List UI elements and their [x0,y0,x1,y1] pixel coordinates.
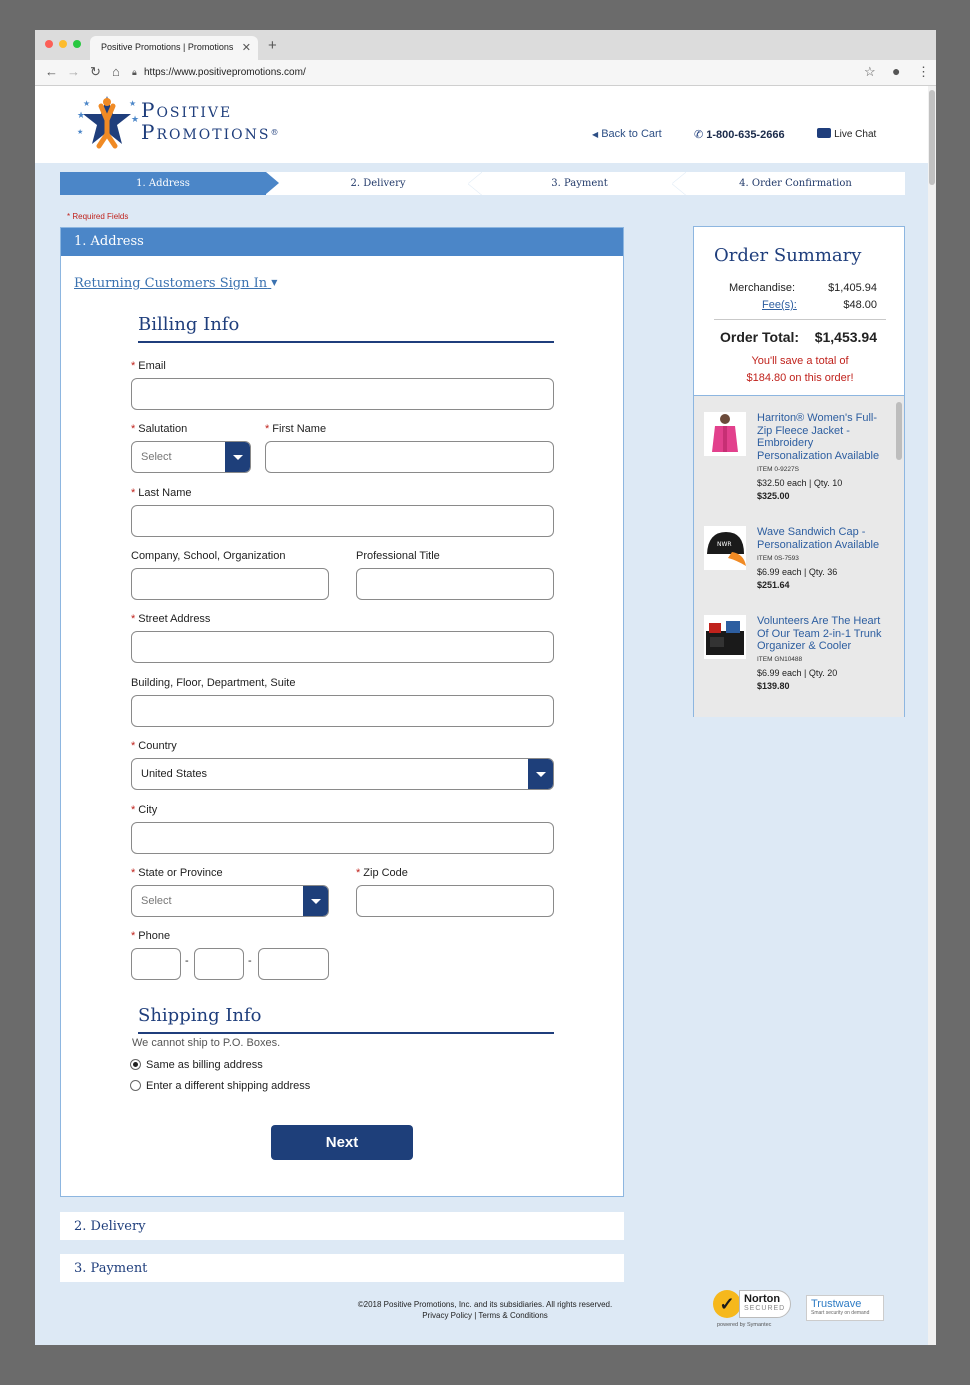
browser-tab[interactable] [90,36,258,60]
step-address[interactable]: 1. Address [60,172,266,195]
norton-text: Norton [744,1293,781,1305]
page-scrollbar[interactable] [928,86,936,1345]
last-name-label: * Last Name [131,487,192,499]
phone-area-field[interactable] [131,948,181,980]
next-button[interactable]: Next [271,1125,413,1160]
salutation-select[interactable] [131,441,251,473]
step-payment[interactable]: 3. Payment [551,178,608,189]
building-label: Building, Floor, Department, Suite [131,677,296,689]
norton-checkmark-icon: ✓ [713,1290,741,1318]
item-price-qty: $6.99 each | Qty. 36 [757,567,838,577]
order-total-value: $1,453.94 [814,329,877,345]
profile-icon[interactable]: ● [892,63,901,79]
phone-dash: - [185,955,189,967]
order-total-label: Order Total: [720,329,800,345]
close-window-button[interactable] [45,40,53,48]
url-text: https://www.positivepromotions.com/ [144,67,306,78]
items-scrollbar[interactable] [896,402,902,460]
first-name-label: * First Name [265,423,327,435]
email-field[interactable] [131,378,554,410]
same-as-billing-option[interactable] [130,1059,263,1071]
country-value: United States [141,768,208,780]
item-code: ITEM GN10488 [757,656,803,663]
privacy-policy-link[interactable]: Privacy Policy [422,1311,473,1320]
caret-left-icon: ◀ [592,130,599,139]
footer [285,1299,685,1321]
browser-window [35,30,936,1345]
trustwave-text: Trustwave [811,1298,862,1310]
chat-bubble-icon [817,128,831,138]
radio-unselected-icon [130,1080,141,1091]
billing-info-title: Billing Info [138,314,554,343]
tab-title: Positive Promotions | Promotions [101,42,234,52]
minimize-window-button[interactable] [59,40,67,48]
item-total: $325.00 [757,491,790,501]
norton-label-box [739,1290,791,1318]
po-box-note: We cannot ship to P.O. Boxes. [132,1037,281,1049]
street-address-field[interactable] [131,631,554,663]
summary-divider [714,319,886,320]
back-to-cart-label: Back to Cart [601,128,662,140]
phone-prefix-field[interactable] [194,948,244,980]
svg-text:★: ★ [83,99,91,108]
home-icon[interactable]: ⌂ [112,64,120,79]
merchandise-value: $1,405.94 [828,282,877,294]
lock-icon: 🔒︎ [132,67,137,77]
country-label-text: Country [138,740,177,752]
country-label: * Country [131,740,177,752]
order-summary-title: Order Summary [714,245,862,266]
trunk-organizer-image [704,615,746,659]
checkout-steps [60,172,905,195]
svg-text:★: ★ [129,99,137,108]
address-bar [35,60,936,86]
fees-link[interactable]: Fee(s): [762,299,797,311]
black-cap-image [704,526,746,570]
company-field[interactable] [131,568,329,600]
city-label: * City [131,804,158,816]
logo-line-2-text: Promotions [141,120,271,144]
required-fields-note: * Required Fields [67,212,129,221]
phone-link[interactable] [694,128,785,141]
norton-powered-text: powered by Symantec [717,1322,772,1328]
delivery-section-header[interactable]: 2. Delivery [60,1212,624,1240]
country-select[interactable] [131,758,554,790]
url-field[interactable] [132,63,892,83]
city-field[interactable] [131,822,554,854]
site-header [35,86,928,163]
address-panel [60,227,624,1197]
phone-label-text: Phone [138,930,171,942]
item-code: ITEM 0-9227S [757,466,799,473]
svg-text:★: ★ [77,110,86,120]
salutation-label: * Salutation [131,423,188,435]
item-price-qty: $32.50 each | Qty. 10 [757,478,843,488]
new-tab-icon[interactable]: + [268,37,277,54]
item-total: $139.80 [757,681,790,691]
chevron-down-icon: ▼ [271,278,278,287]
item-name[interactable]: Harriton® Women's Full-Zip Fleece Jacket - Embroidery Personalization Available [757,412,880,462]
item-total: $251.64 [757,580,790,590]
terms-link[interactable]: Terms & Conditions [478,1311,548,1320]
last-name-field[interactable] [131,505,554,537]
state-select[interactable] [131,885,329,917]
item-code: ITEM 0S-7593 [757,555,799,562]
different-shipping-option[interactable] [130,1080,310,1092]
cart-items-list [694,395,904,717]
salutation-value: Select [141,451,172,463]
menu-kebab-icon[interactable]: ⋮ [917,64,930,79]
step-delivery[interactable]: 2. Delivery [350,178,406,189]
step-order-confirmation[interactable]: 4. Order Confirmation [739,178,852,189]
phone-dash: - [248,955,252,967]
state-label-text: State or Province [138,867,223,879]
registered-mark-icon: ® [270,128,281,137]
footer-separator: | [474,1311,479,1320]
item-name[interactable]: Wave Sandwich Cap - Personalization Available [757,526,880,551]
copyright-text: ©2018 Positive Promotions, Inc. and its subsidiaries. All rights reserved. [357,1300,613,1309]
step-divider [672,172,686,195]
first-name-field[interactable] [265,441,554,473]
street-address-label: * Street Address [131,613,211,625]
logo-line-1-text: Positive [141,98,233,122]
logo-line-2 [141,122,280,144]
pink-jacket-image [704,412,746,456]
live-chat-link[interactable] [817,128,876,140]
payment-section-header[interactable]: 3. Payment [60,1254,624,1282]
fees-value: $48.00 [843,299,877,311]
zip-label: * Zip Code [356,867,408,879]
back-to-cart-link[interactable] [592,128,662,140]
page-content [35,86,928,1345]
phone-icon: ✆ [694,129,704,141]
same-as-billing-label: Same as billing address [146,1059,263,1071]
svg-text:★: ★ [131,114,139,124]
state-label: * State or Province [131,867,223,879]
order-summary [693,226,905,717]
maximize-window-button[interactable] [73,40,81,48]
step-divider [468,172,482,195]
forward-icon[interactable]: → [67,64,80,79]
city-label-text: City [138,804,158,816]
radio-selected-icon [130,1059,141,1070]
zip-label-text: Zip Code [363,867,408,879]
logo-text[interactable] [141,100,280,144]
live-chat-label: Live Chat [834,129,877,140]
returning-customers-label: Returning Customers Sign In [74,276,268,291]
close-tab-icon[interactable]: ✕ [241,42,251,54]
norton-badge[interactable] [713,1288,793,1332]
dropdown-arrow-icon [528,759,553,789]
savings-line-1: You'll save a total of [751,355,849,367]
phone-line-field[interactable] [258,948,329,980]
company-label: Company, School, Organization [131,550,286,562]
professional-title-label: Professional Title [356,550,440,562]
logo-line-1 [141,100,280,122]
shipping-info-title: Shipping Info [138,1005,554,1034]
merchandise-label: Merchandise: [729,282,796,294]
zip-field[interactable] [356,885,554,917]
first-name-label-text: First Name [272,423,327,435]
professional-title-field[interactable] [356,568,554,600]
email-label-text: Email [138,360,166,372]
last-name-label-text: Last Name [138,487,192,499]
street-address-label-text: Street Address [138,613,211,625]
dropdown-arrow-icon [225,442,250,472]
svg-text:NWR: NWR [717,541,732,548]
item-price-qty: $6.99 each | Qty. 20 [757,668,838,678]
reload-icon[interactable]: ↻ [90,64,101,79]
building-field[interactable] [131,695,554,727]
dropdown-arrow-icon [303,886,328,916]
returning-customers-link[interactable] [74,276,277,291]
trustwave-badge[interactable] [806,1295,884,1321]
address-heading: 1. Address [61,228,623,256]
tab-bar [35,30,936,60]
item-name[interactable]: Volunteers Are The Heart Of Our Team 2-in-1 Trunk Organizer & Cooler [757,615,882,653]
footer-links [285,1310,685,1321]
savings-line-2: $184.80 on this order! [746,372,854,384]
different-shipping-label: Enter a different shipping address [146,1080,311,1092]
svg-text:★: ★ [77,129,84,136]
state-value: Select [141,895,172,907]
phone-label: * Phone [131,930,171,942]
trustwave-sub-text: Smart security on demand [811,1310,870,1316]
phone-number: 1-800-635-2666 [706,129,785,141]
bookmark-star-icon[interactable]: ☆ [864,64,876,79]
logo-star-figure-icon[interactable] [75,94,139,152]
back-icon[interactable]: ← [45,64,58,79]
norton-secured-text: SECURED [744,1305,786,1312]
email-label: * Email [131,360,166,372]
page-scroll-thumb[interactable] [929,90,935,185]
salutation-label-text: Salutation [138,423,188,435]
